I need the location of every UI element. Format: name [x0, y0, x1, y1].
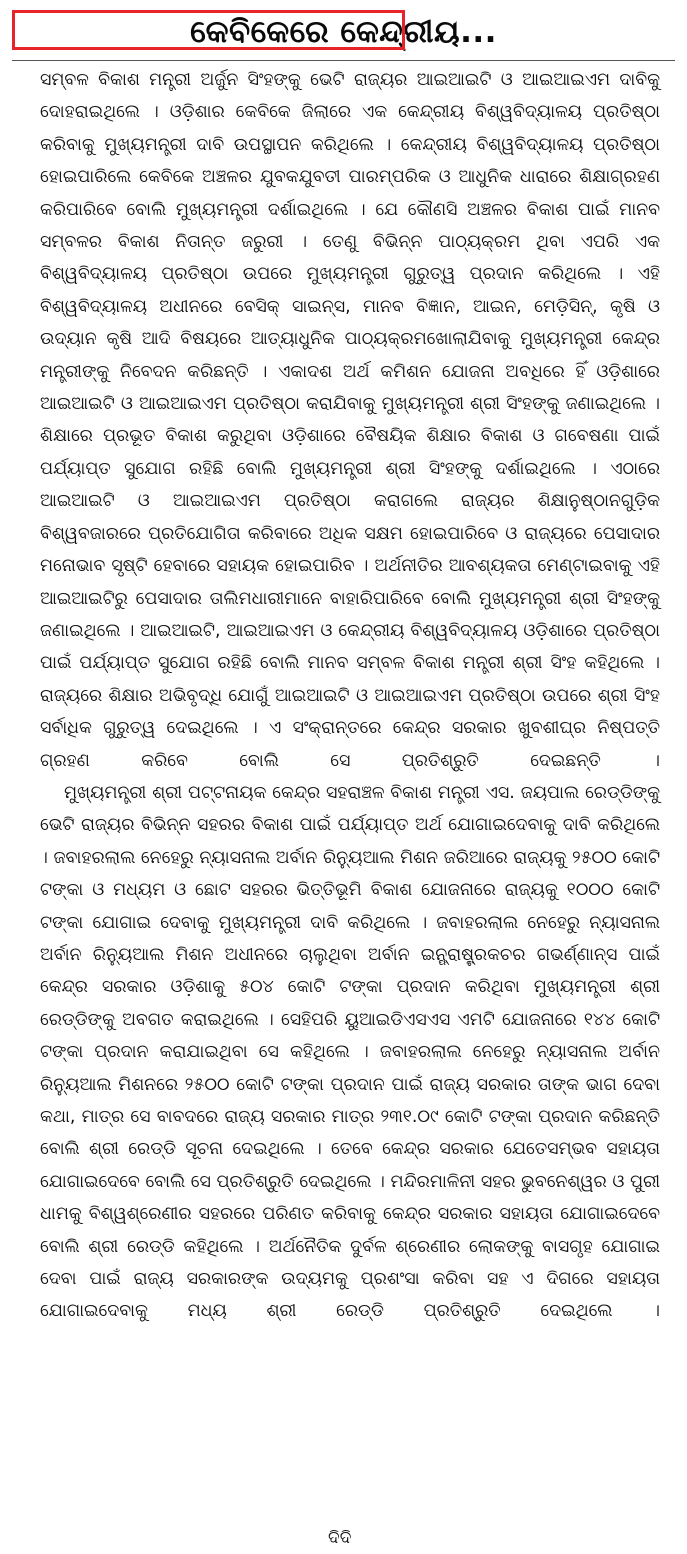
headline-divider [12, 60, 675, 61]
article-body [40, 64, 660, 1328]
article-paragraph-1: ସମ୍ବଳ ବିକାଶ ମନ୍ତ୍ରୀ ଅର୍ଜୁନ ସିଂହଙ୍କୁ ଭେଟି ରାଜ୍ୟର ଆଇଆଇଟି ଓ ଆଇଆଇଏମ ଦାବିକୁ ଦୋହରାଇଥିଲେ । ଓଡ଼ିଶାର କେବିକେ ଜିଲାରେ ଏକ କେନ୍ଦ୍ରୀୟ ବିଶ୍ୱବିଦ୍ୟାଳୟ ପ୍ରତିଷ୍ଠା କରିବାକୁ ମୁଖ୍ୟମନ୍ତ୍ରୀ ଦାବି ଉପସ୍ଥାପନ କରିଥିଲେ । କେନ୍ଦ୍ରୀୟ ବିଶ୍ୱବିଦ୍ୟାଳୟ ପ୍ରତିଷ୍ଠା ହୋଇପାରିଲେ କେବିକେ ଅଞ୍ଚଳର ଯୁବକଯୁବତୀ ପାରମ୍ପରିକ ଓ ଆଧୁନିକ ଧାରାରେ ଶିକ୍ଷାଗ୍ରହଣ କରିପାରିବେ ବୋଲି ମୁଖ୍ୟମନ୍ତ୍ରୀ ଦର୍ଶାଇଥିଲେ । ଯେ କୌଣସି ଅଞ୍ଚଳର ବିକାଶ ପାଇଁ ମାନବ ସମ୍ବଳର ବିକାଶ ନିତାନ୍ତ ଜରୁରୀ । ତେଣୁ ବିଭିନ୍ନ ପାଠ୍ୟକ୍ରମ ଥିବା ଏପରି ଏକ ବିଶ୍ୱବିଦ୍ୟାଳୟ ପ୍ରତିଷ୍ଠା ଉପରେ ମୁଖ୍ୟମନ୍ତ୍ରୀ ଗୁରୁତ୍ୱ ପ୍ରଦାନ କରିଥିଲେ । ଏହି ବିଶ୍ୱବିଦ୍ୟାଳୟ ଅଧୀନରେ ବେସିକ୍ ସାଇନ୍ସ, ମାନବ ବିଜ୍ଞାନ, ଆଇନ, ମେଡ଼ିସିନ୍, କୃଷି ଓ ଉଦ୍ୟାନ କୃଷି ଆଦି ବିଷୟରେ ଆତ୍ୟାଧୁନିକ ପାଠ୍ୟକ୍ରମଖୋଲାଯିବାକୁ ମୁଖ୍ୟମନ୍ତ୍ରୀ କେନ୍ଦ୍ର ମନ୍ତ୍ରୀଙ୍କୁ ନିବେଦନ କରିଛନ୍ତି । ଏକାଦଶ ଅର୍ଥ କମିଶନ ଯୋଜନା ଅବଧିରେ ହିଁ ଓଡ଼ିଶାରେ ଆଇଆଇଟି ଓ ଆଇଆଇଏମ ପ୍ରତିଷ୍ଠା କରାଯିବାକୁ ମୁଖ୍ୟମନ୍ତ୍ରୀ ଶ୍ରୀ ସିଂହଙ୍କୁ ଜଣାଇଥିଲେ । ଶିକ୍ଷାରେ ପ୍ରଭୂତ ବିକାଶ କରୁଥିବା ଓଡ଼ିଶାରେ ବୈଷୟିକ ଶିକ୍ଷାର ବିକାଶ ଓ ଗବେଷଣା ପାଇଁ ପର୍ଯ୍ୟାପ୍ତ ସୁଯୋଗ ରହିଛି ବୋଲି ମୁଖ୍ୟମନ୍ତ୍ରୀ ଶ୍ରୀ ସିଂହଙ୍କୁ ଦର୍ଶାଇଥିଲେ । ଏଠାରେ ଆଇଆଇଟି ଓ ଆଇଆଇଏମ ପ୍ରତିଷ୍ଠା କରାଗଲେ ରାଜ୍ୟର ଶିକ୍ଷାନୁଷ୍ଠାନଗୁଡ଼ିକ ବିଶ୍ୱବଜାରରେ ପ୍ରତିଯୋଗିତା କରିବାରେ ଅଧିକ ସକ୍ଷମ ହୋଇପାରିବେ ଓ ରାଜ୍ୟରେ ପେସାଦାର ମନୋଭାବ ସୃଷ୍ଟି ହେବାରେ ସହାୟକ ହୋଇପାରିବ । ଅର୍ଥନୀତିର ଆବଶ୍ୟକତା ମେଣ୍ଟାଇବାକୁ ଏହି ଆଇଆଇଟିରୁ ପେସାଦାର ତାଲିମଧାରୀମାନେ ବାହାରିପାରିବେ ବୋଲି ମୁଖ୍ୟମନ୍ତ୍ରୀ ଶ୍ରୀ ସିଂହଙ୍କୁ ଜଣାଇଥିଲେ । ଆଇଆଇଟି, ଆଇଆଇଏମ ଓ କେନ୍ଦ୍ରୀୟ ବିଶ୍ୱବିଦ୍ୟାଳୟ ଓଡ଼ିଶାରେ ପ୍ରତିଷ୍ଠା ପାଇଁ ପର୍ଯ୍ୟାପ୍ତ ସୁଯୋଗ ରହିଛି ବୋଲି ମାନବ ସମ୍ବଳ ବିକାଶ ମନ୍ତ୍ରୀ ଶ୍ରୀ ସିଂହ କହିଥିଲେ । ରାଜ୍ୟରେ ଶିକ୍ଷାର ଅଭିବୃଦ୍ଧି ଯୋଗୁଁ ଆଇଆଇଟି ଓ ଆଇଆଇଏମ ପ୍ରତିଷ୍ଠା ଉପରେ ଶ୍ରୀ ସିଂହ ସର୍ବାଧିକ ଗୁରୁତ୍ୱ ଦେଇଥିଲେ । ଏ ସଂକ୍ରାନ୍ତରେ କେନ୍ଦ୍ର ସରକାର ଖୁବଶୀଘ୍ର ନିଷ୍ପତ୍ତି ଗ୍ରହଣ କରିବେ ବୋଲି ସେ ପ୍ରତିଶ୍ରୁତି ଦେଇଛନ୍ତି । [40, 70, 660, 771]
headline: କେବିକେରେ କେନ୍ଦ୍ରୀୟ... [190, 14, 497, 50]
article-paragraph-2: ମୁଖ୍ୟମନ୍ତ୍ରୀ ଶ୍ରୀ ପଟ୍ଟନାୟକ କେନ୍ଦ୍ର ସହରାଞ୍ଚଳ ବିକାଶ ମନ୍ତ୍ରୀ ଏସ. ଜୟପାଲ ରେଡ୍ଡିଙ୍କୁ ଭେଟି ରାଜ୍ୟର ବିଭିନ୍ନ ସହରର ବିକାଶ ପାଇଁ ପର୍ଯ୍ୟାପ୍ତ ଅର୍ଥ ଯୋଗାଇଦେବାକୁ ଦାବି କରିଥିଲେ । ଜବାହରଲାଲ ନେହେରୁ ନ୍ୟାସନାଲ ଅର୍ବାନ ରିନ୍ୟୁଆଲ ମିଶନ ଜରିଆରେ ରାଜ୍ୟକୁ ୨୫୦୦ କୋଟି ଟଙ୍କା ଓ ମଧ୍ୟମ ଓ ଛୋଟ ସହରର ଭିତ୍ତିଭୂମି ବିକାଶ ଯୋଜନାରେ ରାଜ୍ୟକୁ ୧୦୦୦ କୋଟି ଟଙ୍କା ଯୋଗାଇ ଦେବାକୁ ମୁଖ୍ୟମନ୍ତ୍ରୀ ଦାବି କରିଥିଲେ । ଜବାହରଲାଲ ନେହେରୁ ନ୍ୟାସନାଲ ଅର୍ବାନ ରିନ୍ୟୁଆଲ ମିଶନ ଅଧୀନରେ ଚାଲୁଥିବା ଅର୍ବାନ ଇନ୍ଫ୍ରାଷ୍ଟ୍ରକଚର ଗଭର୍ଣ୍ଣାନ୍ସ ପାଇଁ କେନ୍ଦ୍ର ସରକାର ଓଡ଼ିଶାକୁ ୫୦୪ କୋଟି ଟଙ୍କା ପ୍ରଦାନ କରିଥିବା ମୁଖ୍ୟମନ୍ତ୍ରୀ ଶ୍ରୀ ରେଡ୍ଡିଙ୍କୁ ଅବଗତ କରାଇଥିଲେ । ସେହିପରି ୟୁଆଇଡିଏସଏସ ଏମଟି ଯୋଜନାରେ ୧୪୪ କୋଟି ଟଙ୍କା ପ୍ରଦାନ କରାଯାଇଥିବା ସେ କହିଥିଲେ । ଜବାହରଲାଲ ନେହେରୁ ନ୍ୟାସନାଲ ଅର୍ବାନ ରିନ୍ୟୁଆଲ ମିଶନରେ ୨୫୦୦ କୋଟି ଟଙ୍କା ପ୍ରଦାନ ପାଇଁ ରାଜ୍ୟ ସରକାର ତାଙ୍କ ଭାଗ ଦେବା କଥା, ମାତ୍ର ସେ ବାବଦରେ ରାଜ୍ୟ ସରକାର ମାତ୍ର ୨୩୧.୦୯ କୋଟି ଟଙ୍କା ପ୍ରଦାନ କରିଛନ୍ତି ବୋଲି ଶ୍ରୀ ରେଡ୍ଡି ସୂଚନା ଦେଇଥିଲେ । ତେବେ କେନ୍ଦ୍ର ସରକାର ଯେତେସମ୍ଭବ ସହାୟତା ଯୋଗାଇଦେବେ ବୋଲି ସେ ପ୍ରତିଶ୍ରୁତି ଦେଇଥିଲେ । ମନ୍ଦିରମାଳିନୀ ସହର ଭୁବନେଶ୍ୱର ଓ ପୁରୀ ଧାମକୁ ବିଶ୍ୱଶ୍ରେଣୀର ସହରରେ ପରିଣତ କରିବାକୁ କେନ୍ଦ୍ର ସରକାର ସହାୟତା ଯୋଗାଇଦେବେ ବୋଲି ଶ୍ରୀ ରେଡ୍ଡି କହିଥିଲେ । ଅର୍ଥନୈତିକ ଦୁର୍ବଳ ଶ୍ରେଣୀର ଲୋକଙ୍କୁ ବାସଗୃହ ଯୋଗାଇ ଦେବା ପାଇଁ ରାଜ୍ୟ ସରକାରଙ୍କ ଉଦ୍ୟମକୁ ପ୍ରଶଂସା କରିବା ସହ ଏ ଦିଗରେ ସହାୟତା ଯୋଗାଇଦେବାକୁ ମଧ୍ୟ ଶ୍ରୀ ରେଡ୍ଡି ପ୍ରତିଶ୍ରୁତି ଦେଇଥିଲେ । [40, 782, 660, 1322]
cut-off-text-fragment: ଦିଦି [328, 1528, 352, 1548]
headline-highlight-box [12, 10, 405, 50]
